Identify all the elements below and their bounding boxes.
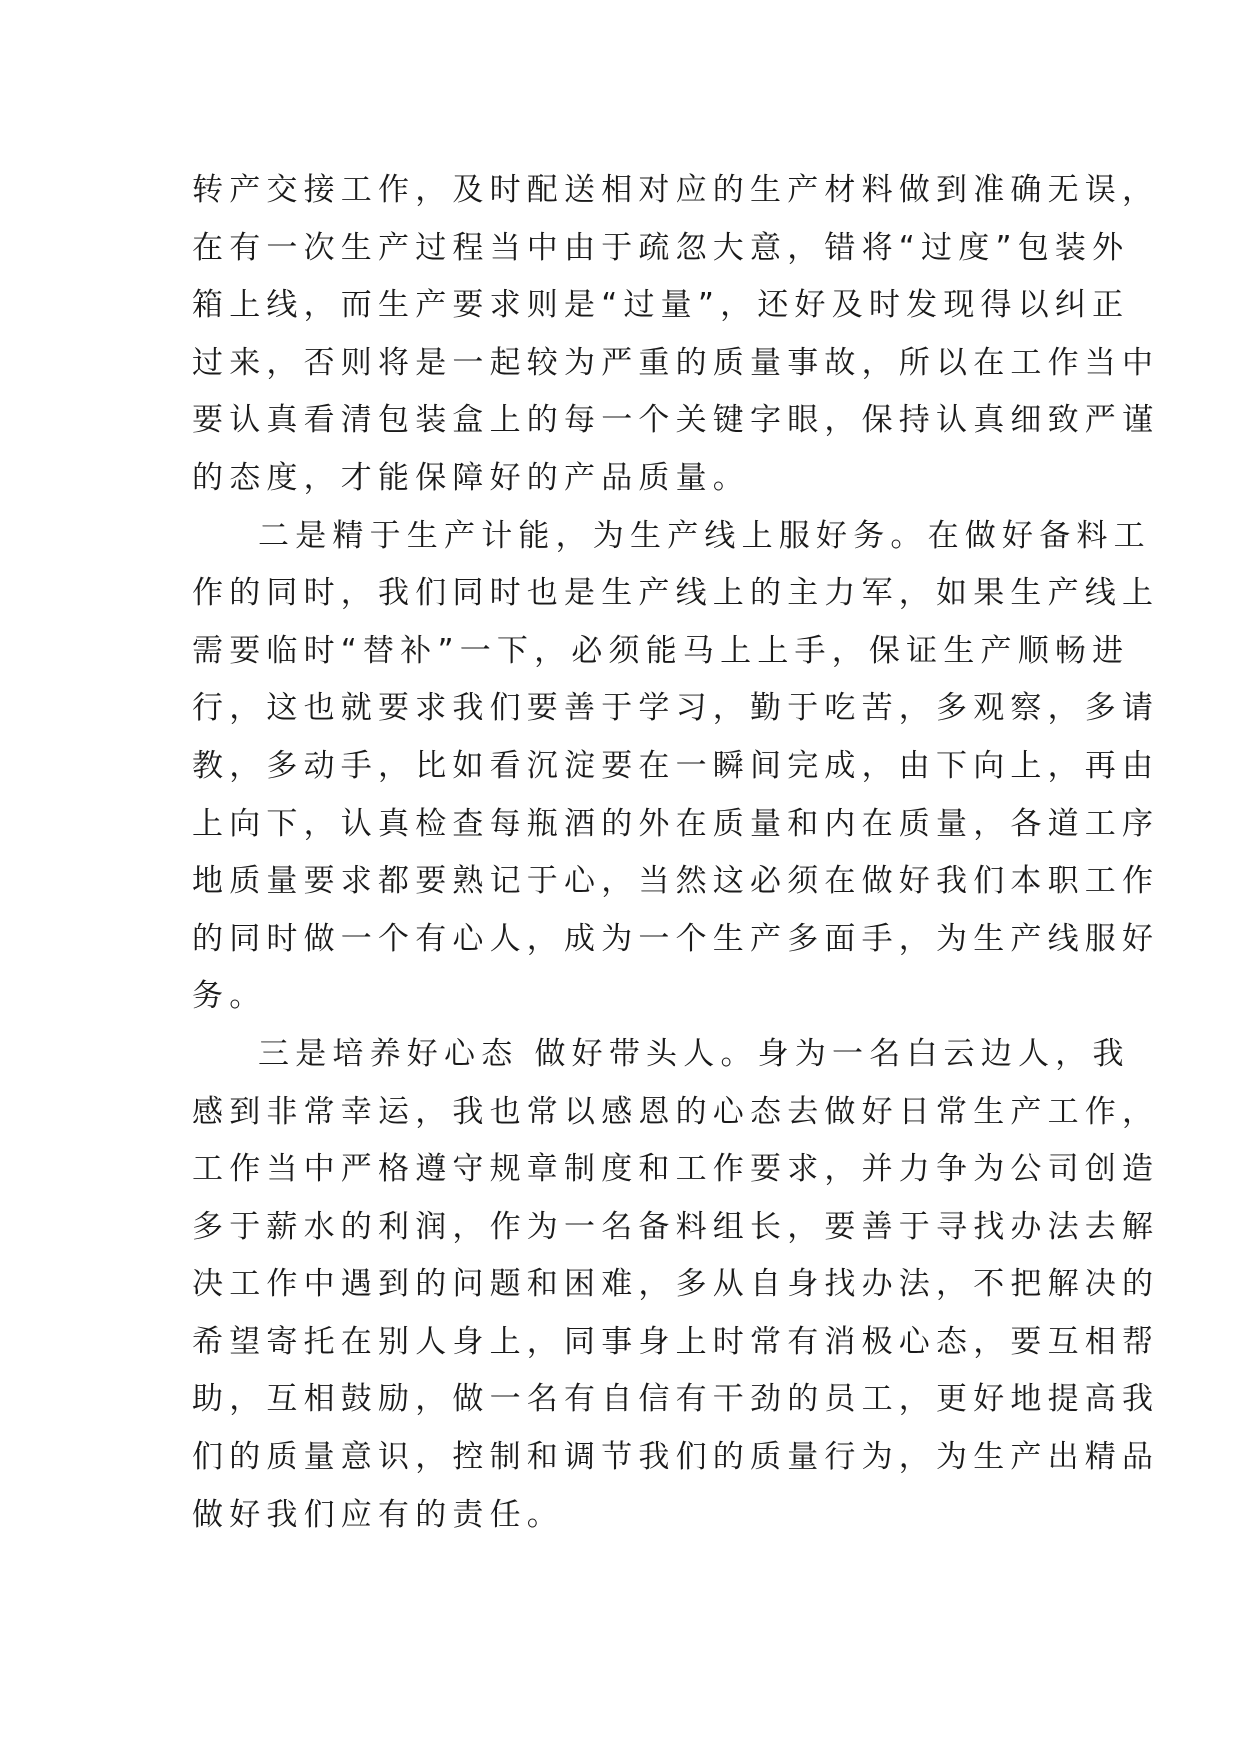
paragraph-1 — [192, 162, 1160, 508]
text-line: 上向下，认真检查每瓶酒的外在质量和内在质量，各道工序 — [192, 805, 1160, 842]
paragraph-3 — [192, 1026, 1160, 1544]
text-line: 务。 — [192, 978, 267, 1015]
text-line: 行，这也就要求我们要善于学习，勤于吃苦，多观察，多请 — [192, 690, 1160, 727]
text-line: 二是精于生产计能，为生产线上服好务。在做好备料工 — [258, 517, 1151, 554]
text-line: 教，多动手，比如看沉淀要在一瞬间完成，由下向上，再由 — [192, 747, 1160, 784]
text-line: 作的同时，我们同时也是生产线上的主力军，如果生产线上 — [192, 575, 1160, 612]
text-line: 们的质量意识，控制和调节我们的质量行为，为生产出精品 — [192, 1439, 1160, 1476]
text-line: 助，互相鼓励，做一名有自信有干劲的员工，更好地提高我 — [192, 1381, 1160, 1418]
text-line: 地质量要求都要熟记于心，当然这必须在做好我们本职工作 — [192, 863, 1160, 900]
text-line: 希望寄托在别人身上，同事身上时常有消极心态，要互相帮 — [192, 1323, 1160, 1360]
text-line: 在有一次生产过程当中由于疏忽大意，错将“过度”包装外 — [192, 229, 1130, 266]
text-line: 过来，否则将是一起较为严重的质量事故，所以在工作当中 — [192, 344, 1160, 381]
document-body — [192, 162, 1160, 1544]
paragraph-2 — [192, 508, 1160, 1026]
text-line: 需要临时“替补”一下，必须能马上上手，保证生产顺畅进 — [192, 632, 1130, 669]
text-line: 转产交接工作，及时配送相对应的生产材料做到准确无误， — [192, 172, 1160, 208]
text-line: 工作当中严格遵守规章制度和工作要求，并力争为公司创造 — [192, 1151, 1160, 1188]
text-line: 多于薪水的利润，作为一名备料组长，要善于寻找办法去解 — [192, 1208, 1160, 1245]
text-line: 箱上线，而生产要求则是“过量”，还好及时发现得以纠正 — [192, 287, 1130, 324]
text-line: 的态度，才能保障好的产品质量。 — [192, 459, 750, 496]
text-line: 要认真看清包装盒上的每一个关键字眼，保持认真细致严谨 — [192, 402, 1160, 439]
text-line: 决工作中遇到的问题和困难，多从自身找办法，不把解决的 — [192, 1266, 1160, 1303]
text-line: 三是培养好心态 做好带头人。身为一名白云边人，我 — [258, 1035, 1130, 1072]
text-line: 的同时做一个有心人，成为一个生产多面手，为生产线服好 — [192, 920, 1160, 957]
text-line: 做好我们应有的责任。 — [192, 1496, 564, 1533]
text-line: 感到非常幸运，我也常以感恩的心态去做好日常生产工作， — [192, 1093, 1160, 1130]
